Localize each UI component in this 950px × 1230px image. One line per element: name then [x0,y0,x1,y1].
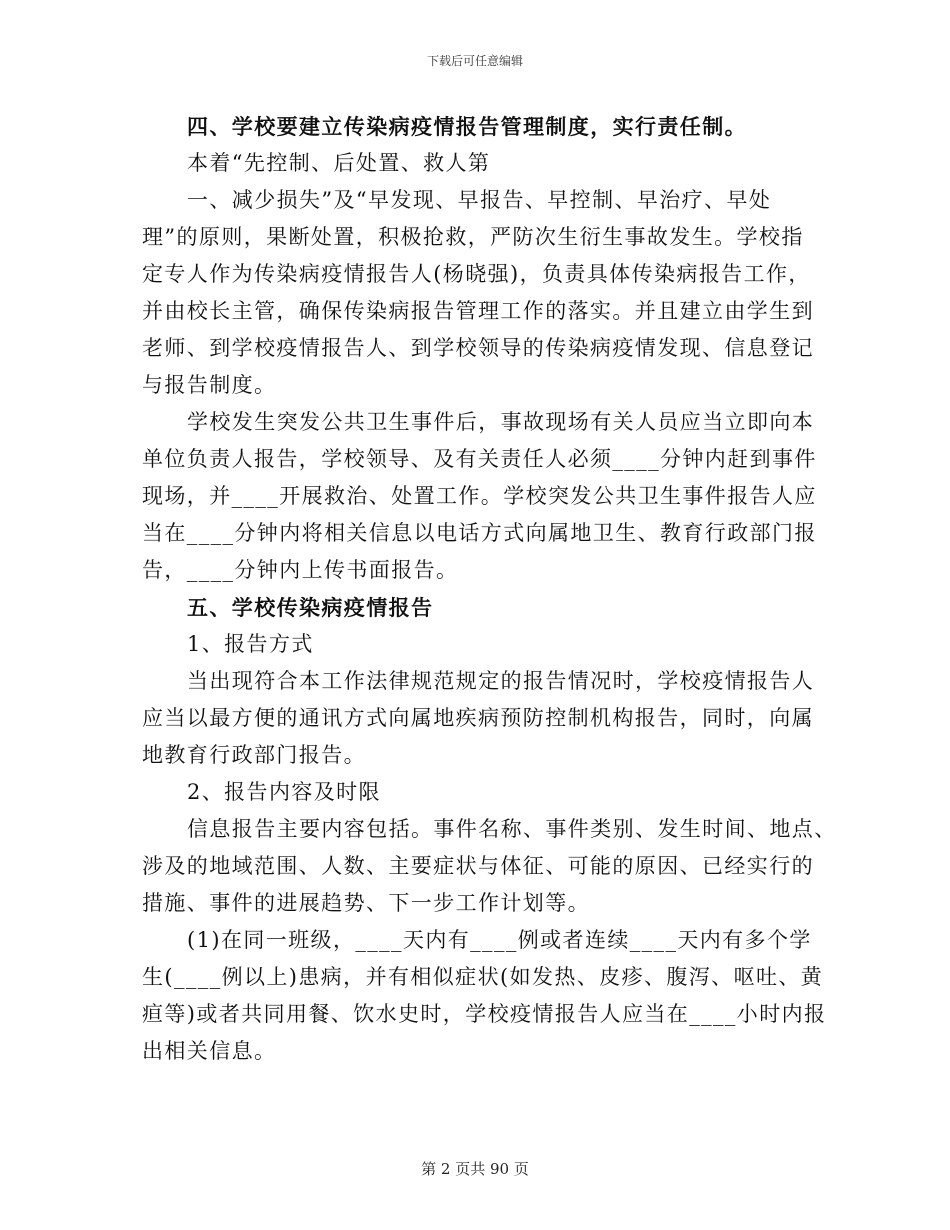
text-line: 措施、事件的进展趋势、下一步工作计划等。 [142,891,590,915]
page-footer: 第 2 页共 90 页 [421,1160,529,1178]
text-line: 一、减少损失”及“早发现、早报告、早控制、早治疗、早处 [187,188,772,212]
text-line: 信息报告主要内容包括。事件名称、事件类别、发生时间、地点、 [187,817,837,841]
text-line: 出相关信息。 [142,1039,277,1063]
text-line: (1)在同一班级，____天内有____例或者连续____天内有多个学 [187,928,812,952]
text-line: 生(____例以上)患病，并有相似症状(如发热、皮疹、腹泻、呕吐、黄 [142,965,824,989]
section-heading: 四、学校要建立传染病疫情报告管理制度，实行责任制。 [187,114,747,139]
section-heading: 五、学校传染病疫情报告 [187,595,434,620]
text-line: 定专人作为传染病疫情报告人(杨晓强)，负责具体传染病报告工作， [142,262,811,286]
text-line: 2、报告内容及时限 [187,780,381,804]
text-line: 理”的原则，果断处置，积极抢救，严防次生衍生事故发生。学校指 [142,225,804,249]
text-line: 学校发生突发公共卫生事件后，事故现场有关人员应当立即向本 [187,410,815,434]
document-body [142,108,837,1070]
text-line: 现场，并____开展救治、处置工作。学校突发公共卫生事件报告人应 [142,484,817,508]
text-line: 单位负责人报告，学校领导、及有关责任人必须____分钟内赶到事件 [142,447,817,471]
page-header: 下载后可任意编辑 [426,54,523,68]
text-line: 地教育行政部门报告。 [142,743,366,767]
text-line: 应当以最方便的通讯方式向属地疾病预防控制机构报告，同时，向属 [142,706,814,730]
text-line: 本着“先控制、后处置、救人第 [187,151,491,175]
text-line: 疸等)或者共同用餐、饮水史时，学校疫情报告人应当在____小时内报 [142,1002,827,1026]
text-line: 当出现符合本工作法律规范规定的报告情况时，学校疫情报告人 [187,669,815,693]
text-line: 与报告制度。 [142,373,277,397]
text-line: 涉及的地域范围、人数、主要症状与体征、可能的原因、已经实行的 [142,854,814,878]
text-line: 告，____分钟内上传书面报告。 [142,558,459,582]
text-line: 并由校长主管，确保传染病报告管理工作的落实。并且建立由学生到 [142,299,814,323]
text-line: 1、报告方式 [187,632,314,656]
text-line: 当在____分钟内将相关信息以电话方式向属地卫生、教育行政部门报 [142,521,817,545]
text-line: 老师、到学校疫情报告人、到学校领导的传染病疫情发现、信息登记 [142,336,814,360]
